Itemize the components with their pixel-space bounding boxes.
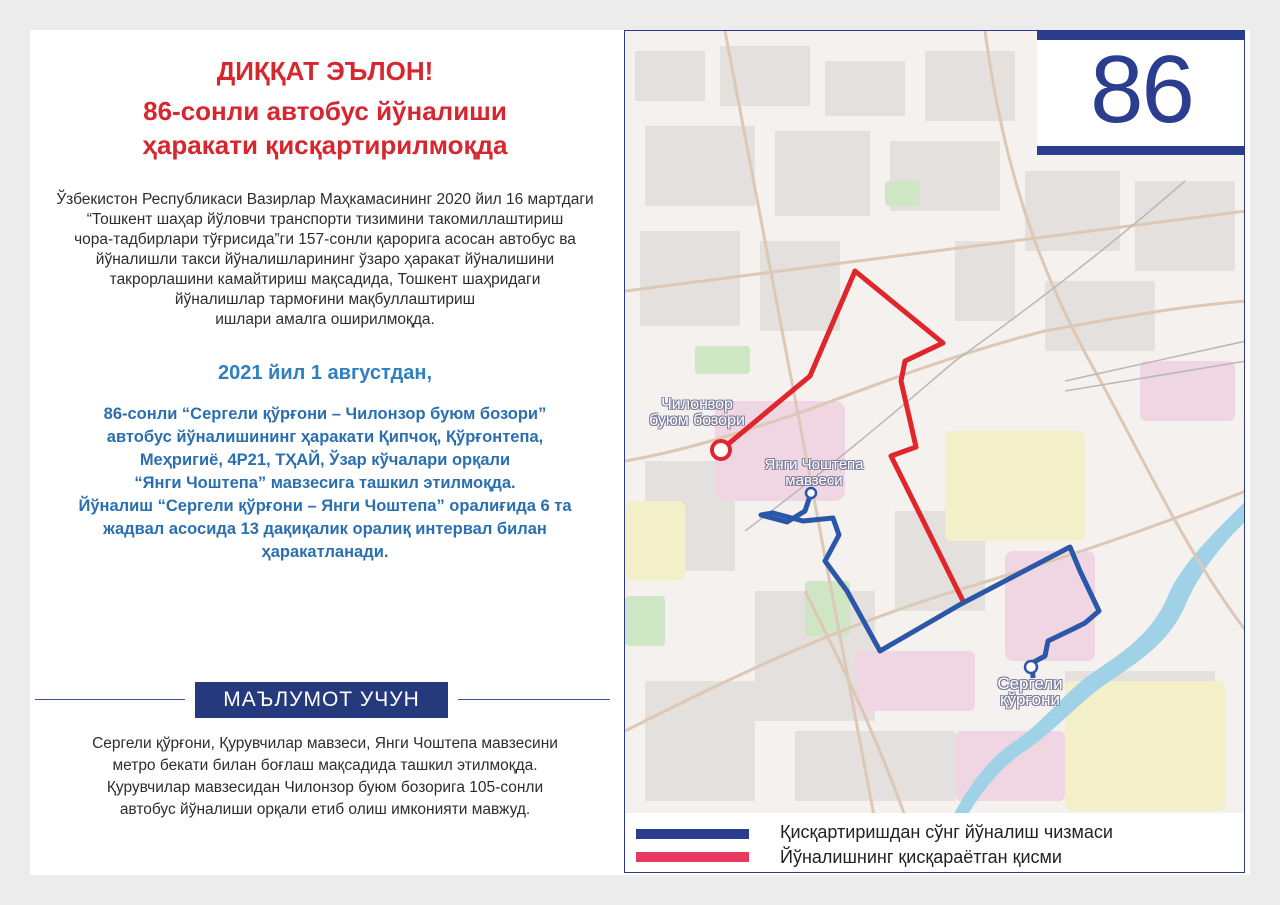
yangi-choshtepa-stop-marker <box>806 488 816 498</box>
announcement-paragraph: 86-сонли “Сергели қўрғони – Чилонзор буюм бозори” автобус йўналишининг ҳаракати Қипчоқ, Қўрғонтепа, Меҳригиё, 4Р21, ТҲАЙ, Ўзар кўчалари орқали “Янги Чоштепа” мавзесига ташкил этилмоқда. Йўналиш “Сергели қўрғони – Янги Чоштепа” оралиғида 6 та жадвал асосида 13 дақиқалик оралиқ интервал билан ҳаракатланади. <box>78 405 572 561</box>
route-map <box>624 30 1245 873</box>
legend-removed-route-swatch <box>636 852 749 862</box>
intro-paragraph: Ўзбекистон Республикаси Вазирлар Маҳкамасининг 2020 йил 16 мартдаги “Тошкент шаҳар йўловчи транспорти тизимини такомиллаштириш чора-тадбирлари тўғрисида”ги 157-сонли қарорига асосан автобус ва йўналишли такси йўналишларининг ўзаро ҳаракат йўналишини такрорлашини камайтириш мақсадида, Тошкент шаҳридаги йўналишлар тармоғини мақбуллаштириш ишлари амалга оширилмоқда. <box>56 191 594 328</box>
info-heading: МАЪЛУМОТ УЧУН <box>195 682 448 718</box>
legend-removed-route-label: Йўналишнинг қисқараётган қисми <box>780 847 1062 867</box>
chilonzor-stop-marker <box>712 441 730 459</box>
chilonzor-label: Чилонзор буюм бозори <box>649 396 745 429</box>
map-canvas <box>625 31 1245 873</box>
info-paragraph: Сергели қўрғони, Қурувчилар мавзеси, Янги Чоштепа мавзесини метро бекати билан боғлаш мақсадида ташкил этилмоқда. Қурувчилар мавзесидан Чилонзор буюм бозорига 105-сонли автобус йўналиши орқали етиб олиш имконияти мавжуд. <box>92 735 558 818</box>
map-legend <box>625 813 1244 873</box>
divider-right <box>458 699 610 700</box>
alert-title: ДИҚҚАТ ЭЪЛОН! <box>216 56 434 86</box>
announcement-panel <box>30 30 620 875</box>
legend-new-route-swatch <box>636 829 749 839</box>
route-number-box: 86 <box>1037 31 1245 155</box>
sergeli-label: Сергели қўрғони <box>997 674 1063 709</box>
divider-left <box>35 699 185 700</box>
route-title-line2: ҳаракати қисқартирилмоқда <box>142 130 508 160</box>
yangi-choshtepa-label: Янги Чоштепа мавзеси <box>764 456 864 489</box>
sergeli-stop-marker <box>1025 661 1037 673</box>
legend-new-route-label: Қисқартиришдан сўнг йўналиш чизмаси <box>780 822 1113 842</box>
route-title-line1: 86-сонли автобус йўналиши <box>143 96 507 126</box>
date-heading: 2021 йил 1 августдан, <box>217 362 433 384</box>
